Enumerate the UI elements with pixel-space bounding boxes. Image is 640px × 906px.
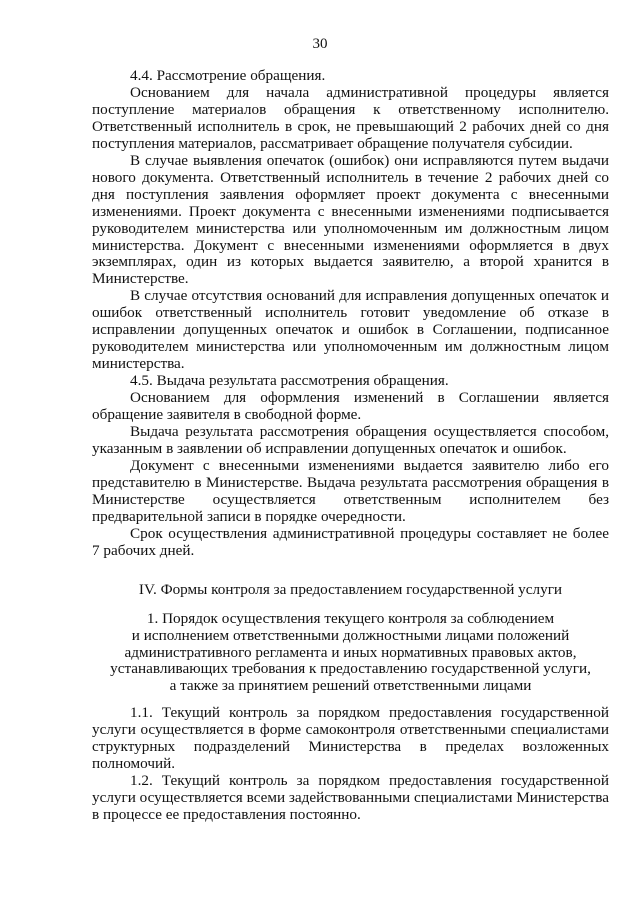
subsection-heading (92, 611, 609, 696)
subsection-heading-line: административного регламента и иных нормативных правовых актов, (124, 643, 577, 661)
subsection-heading-line: а также за принятием решений ответственными лицами (169, 677, 532, 695)
paragraph: Основанием для оформления изменений в Соглашении является обращение заявителя в свободной форме. (92, 389, 609, 424)
paragraph: Выдача результата рассмотрения обращения осуществляется способом, указанным в заявлении об исправлении допущенных опечаток и ошибок. (92, 423, 609, 457)
paragraph: 1.2. Текущий контроль за порядком предоставления государственной услуги осуществляется всеми задействованными специалистами Министерства в процессе ее предоставления постоянно. (92, 772, 609, 824)
page-number: 30 (312, 36, 328, 52)
subsection-heading-line: устанавливающих требования к предоставлению государственной услуги, (110, 660, 591, 678)
section-heading: IV. Формы контроля за предоставлением государственной услуги (138, 580, 563, 598)
paragraph: Основанием для начала административной процедуры является поступление материалов обращения к ответственному исполнителю. Ответственный исполнитель в срок, не превышающий 2 рабочих дней со дня поступления материалов, рассматривает обращение получателя субсидии. (92, 83, 609, 152)
paragraph: Срок осуществления административной процедуры составляет не более 7 рабочих дней. (92, 524, 609, 559)
paragraph-4-4-heading: 4.4. Рассмотрение обращения. (130, 67, 326, 84)
paragraph: Документ с внесенными изменениями выдается заявителю либо его представителю в Министерстве. Выдача результата рассмотрения обращения в Министерстве осуществляется ответственным исполнителем без предварительной записи в порядке очередности. (92, 456, 609, 525)
subsection-heading-line: 1. Порядок осуществления текущего контроля за соблюдением (146, 609, 555, 627)
subsection-heading-line: и исполнением ответственными должностными лицами положений (131, 626, 570, 644)
paragraph: 1.1. Текущий контроль за порядком предоставления государственной услуги осуществляется в форме самоконтроля ответственными специалистами структурных подразделений Министерства в пределах возложенных полномочий. (92, 704, 609, 773)
document-body (92, 68, 609, 824)
paragraph-4-5-heading: 4.5. Выдача результата рассмотрения обращения. (130, 372, 449, 390)
paragraph: В случае отсутствия оснований для исправления допущенных опечаток и ошибок ответственный исполнитель готовит уведомление об отказе в исправлении допущенных опечаток и ошибок в Соглашении, подписанное руководителем министерства или уполномоченным им должностным лицом министерства. (92, 287, 609, 373)
paragraph: В случае выявления опечаток (ошибок) они исправляются путем выдачи нового документа. Ответственный исполнитель в течение 2 рабочих дней со дня поступления заявления оформляет проект документа с внесенными изменениями. Проект документа с внесенными изменениями подписывается руководителем министерства или уполномоченным им должностным лицом министерства. Документ с внесенными изменениями оформляется в двух экземплярах, один из которых выдается заявителю, а второй хранится в Министерстве. (92, 151, 609, 288)
